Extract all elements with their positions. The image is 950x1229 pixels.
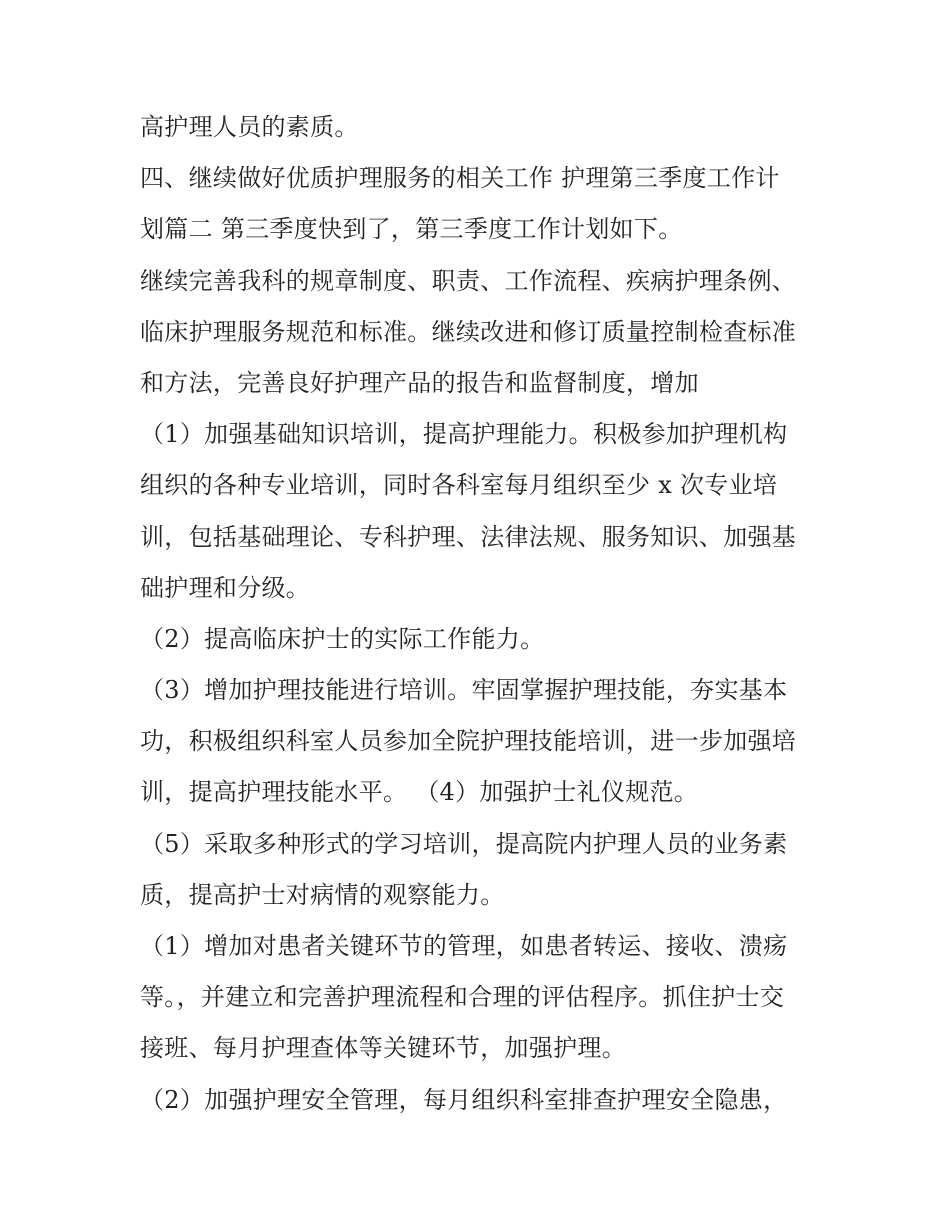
- text-line: 继续完善我科的规章制度、职责、工作流程、疾病护理条例、: [140, 266, 797, 295]
- text-line: 等。，并建立和完善护理流程和合理的评估程序。抓住护士交: [140, 983, 785, 1012]
- document-body: [140, 102, 830, 1126]
- text-line: （2）加强护理安全管理，每月组织科室排查护理安全隐患，: [140, 1085, 788, 1114]
- text-line: 接班、每月护理查体等关键环节，加强护理。: [140, 1034, 626, 1063]
- text-line: 功，积极组织科室人员参加全院护理技能培训，进一步加强培: [140, 727, 797, 756]
- text-line: 和方法，完善良好护理产品的报告和监督制度，增加: [140, 368, 699, 397]
- text-line: 训，包括基础理论、专科护理、法律法规、服务知识、加强基: [140, 522, 797, 551]
- text-line: （1）加强基础知识培训，提高护理能力。积极参加护理机构: [140, 420, 788, 449]
- text-line: 临床护理服务规范和标准。继续改进和修订质量控制检查标准: [140, 317, 797, 346]
- text-line: （2）提高临床护士的实际工作能力。: [140, 624, 545, 653]
- text-line: 训，提高护理技能水平。 （4）加强护士礼仪规范。: [140, 778, 699, 807]
- text-line: 四、继续做好优质护理服务的相关工作 护理第三季度工作计: [140, 164, 780, 193]
- text-line: 组织的各种专业培训，同时各科室每月组织至少 x 次专业培: [140, 471, 778, 500]
- text-line: （1）增加对患者关键环节的管理，如患者转运、接收、溃疡: [140, 932, 788, 960]
- text-line: 质，提高护士对病情的观察能力。: [140, 880, 505, 909]
- text-line: （5）采取多种形式的学习培训，提高院内护理人员的业务素: [140, 829, 788, 858]
- text-line: 划篇二 第三季度快到了，第三季度工作计划如下。: [140, 215, 683, 244]
- text-line: （3）增加护理技能进行培训。牢固掌握护理技能，夯实基本: [140, 676, 788, 705]
- text-line: 高护理人员的素质。: [140, 113, 359, 141]
- text-line: 础护理和分级。: [140, 573, 311, 602]
